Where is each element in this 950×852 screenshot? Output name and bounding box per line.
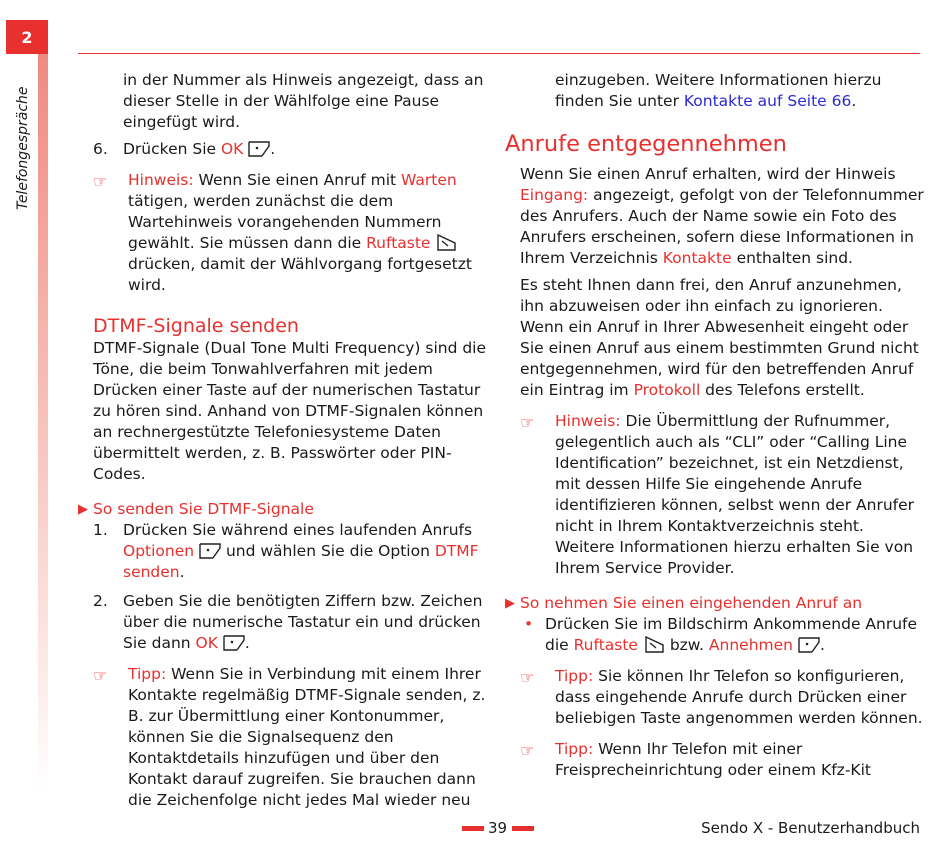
- dtmf-heading: DTMF-Signale senden: [93, 315, 299, 337]
- note-text: Die Übermittlung der Rufnummer, gelegentlich auch als “CLI” oder “Calling Line Identification” bezeichnet, ist ein Netzdienst, mit dessen Hilfe Sie eingehende Anrufe identifizieren können, selbst wenn der Anrufer nicht in Ihrem Kontaktverzeichnis steht. Weitere Informationen hierzu erhalten Sie von Ihrem Service Provider.: [555, 412, 915, 577]
- pointing-hand-icon: ☞: [520, 668, 535, 687]
- call-key-icon: [435, 234, 457, 251]
- step-1: [93, 520, 498, 583]
- annehmen-term: Annehmen: [708, 636, 793, 654]
- bullet-text: Drücken Sie im Bildschirm Ankommende Anrufe die: [545, 615, 918, 654]
- chapter-title: Telefongespräche: [15, 86, 31, 210]
- period: .: [244, 634, 250, 652]
- period: .: [270, 140, 276, 158]
- period: .: [179, 563, 185, 581]
- step-text: Drücken Sie während eines laufenden Anrufs: [123, 521, 473, 539]
- para-text: enthalten sind.: [731, 249, 853, 267]
- para-text: Es steht Ihnen dann frei, den Anruf anzunehmen, ihn abzuweisen oder ihn einfach zu ignorieren. Wenn ein Anruf in Ihrer Abwesenheit eingeht oder Sie einen Anruf aus einem bestimmten Grund nicht entgegennehmen, wird für den betreffenden Anruf ein Eintrag im: [520, 276, 919, 399]
- ruftaste-term: Ruftaste: [366, 234, 431, 252]
- procedure-label: So senden Sie DTMF-Signale: [93, 500, 314, 518]
- note-text: drücken, damit der Wählvorgang fortgesetzt wird.: [128, 255, 472, 294]
- left-column: [78, 70, 498, 811]
- note-text: tätigen, werden zunächst die dem Wartehinweis vorangehenden Nummern gewählt. Sie müssen dann die: [128, 192, 442, 252]
- dtmf-body: DTMF-Signale (Dual Tone Multi Frequency) sind die Töne, die beim Tonwahlverfahren mit jedem Drücken einer Taste auf der numerischen Tastatur zu hören sind. Anhand von DTMF-Signalen können an rechnergestützte Telefoniesysteme Daten übermittelt werden, z. B. Passwörter oder PIN-Codes.: [93, 339, 487, 483]
- right-column: [505, 70, 925, 781]
- sidebar-gradient-bar: [38, 54, 48, 794]
- chapter-number-tab: [6, 20, 48, 54]
- page-number: 39: [488, 819, 508, 837]
- tip-label: Tipp:: [128, 665, 167, 683]
- footer-title: Sendo X - Benutzerhandbuch: [701, 819, 920, 837]
- kontakte-link[interactable]: Kontakte auf Seite 66: [683, 92, 852, 110]
- procedure-annehmen: [505, 593, 925, 614]
- footer-bar-left: [462, 826, 484, 831]
- step-6: [93, 139, 498, 160]
- pointing-hand-icon: ☞: [93, 666, 108, 685]
- step-number: 2.: [93, 592, 108, 610]
- note-cli: [505, 411, 925, 579]
- note-label: Hinweis:: [555, 412, 621, 430]
- call-key-icon: [643, 636, 665, 653]
- period: .: [819, 636, 825, 654]
- protokoll-term: Protokoll: [633, 381, 701, 399]
- continuation-text: [505, 70, 925, 112]
- continuation-body: einzugeben. Weitere Informationen hierzu finden Sie unter: [555, 71, 882, 110]
- softkey-icon: [199, 542, 221, 559]
- period: .: [851, 92, 857, 110]
- tip-label: Tipp:: [555, 740, 594, 758]
- pointing-hand-icon: ☞: [520, 741, 535, 760]
- note-text: Wenn Sie einen Anruf mit: [193, 171, 402, 189]
- chapter-number: 2: [21, 27, 33, 47]
- triangle-right-icon: ▶: [78, 502, 88, 517]
- step-text: Geben Sie die benötigten Ziffern bzw. Zeichen über die numerische Tastatur ein und drücken Sie dann: [123, 592, 483, 652]
- ruftaste-term: Ruftaste: [573, 636, 638, 654]
- para-text: des Telefons erstellt.: [700, 381, 865, 399]
- tip-text: Sie können Ihr Telefon so konfigurieren, dass eingehende Anrufe durch Drücken einer beliebigen Taste angenommen werden können.: [555, 667, 923, 727]
- bullet-annehmen: [505, 614, 925, 656]
- procedure-dtmf: [78, 499, 498, 520]
- note-warten: [93, 170, 498, 296]
- tip-dtmf: [93, 664, 498, 811]
- step-text: und wählen Sie die Option: [221, 542, 435, 560]
- footer-bar-right: [512, 826, 534, 831]
- dtmf-senden-term: DTMF senden: [123, 542, 479, 581]
- para-text: Wenn Sie einen Anruf erhalten, wird der Hinweis: [520, 165, 896, 183]
- continuation-text: in der Nummer als Hinweis angezeigt, dass an dieser Stelle in der Wählfolge eine Pause eingefügt wird.: [123, 71, 484, 131]
- para-text: angezeigt, gefolgt von der Telefonnummer des Anrufers. Auch der Name sowie ein Foto des Anrufers erscheinen, sofern diese Informationen in Ihrem Verzeichnis: [520, 186, 924, 267]
- bullet-dot: •: [524, 615, 534, 633]
- procedure-label: So nehmen Sie einen eingehenden Anruf an: [520, 594, 863, 612]
- para-protokoll: [505, 275, 925, 401]
- eingang-term: Eingang:: [520, 186, 589, 204]
- pointing-hand-icon: ☞: [520, 413, 535, 432]
- tip-any-key: [505, 666, 925, 729]
- kontakte-term: Kontakte: [662, 249, 732, 267]
- step-text: Drücken Sie: [123, 140, 221, 158]
- top-rule: [78, 53, 920, 54]
- triangle-right-icon: ▶: [505, 596, 515, 611]
- softkey-icon: [798, 636, 820, 653]
- tip-text: Wenn Ihr Telefon mit einer Freisprecheinrichtung oder einem Kfz-Kit: [555, 740, 871, 779]
- tip-label: Tipp:: [555, 667, 594, 685]
- note-label: Hinweis:: [128, 171, 194, 189]
- ok-term: OK: [195, 634, 218, 652]
- step-number: 1.: [93, 521, 108, 539]
- optionen-term: Optionen: [123, 542, 195, 560]
- anrufe-heading: Anrufe entgegennehmen: [505, 131, 787, 157]
- pointing-hand-icon: ☞: [93, 172, 108, 191]
- softkey-icon: [223, 634, 245, 651]
- bullet-text: bzw.: [664, 636, 709, 654]
- step-2: [93, 591, 498, 654]
- tip-freisprech: [505, 739, 925, 781]
- warten-term: Warten: [401, 171, 457, 189]
- para-eingang: [505, 164, 925, 269]
- tip-text: Wenn Sie in Verbindung mit einem Ihrer Kontakte regelmäßig DTMF-Signale senden, z. B. zur Übermittlung einer Kontonummer, können Sie die Signalsequenz den Kontaktdetails hinzufügen und über den Kontakt darauf zugreifen. Sie brauchen dann die Zeichenfolge nicht jedes Mal wieder neu: [128, 665, 486, 809]
- step-number: 6.: [93, 140, 108, 158]
- ok-term: OK: [220, 140, 244, 158]
- softkey-icon: [248, 140, 270, 157]
